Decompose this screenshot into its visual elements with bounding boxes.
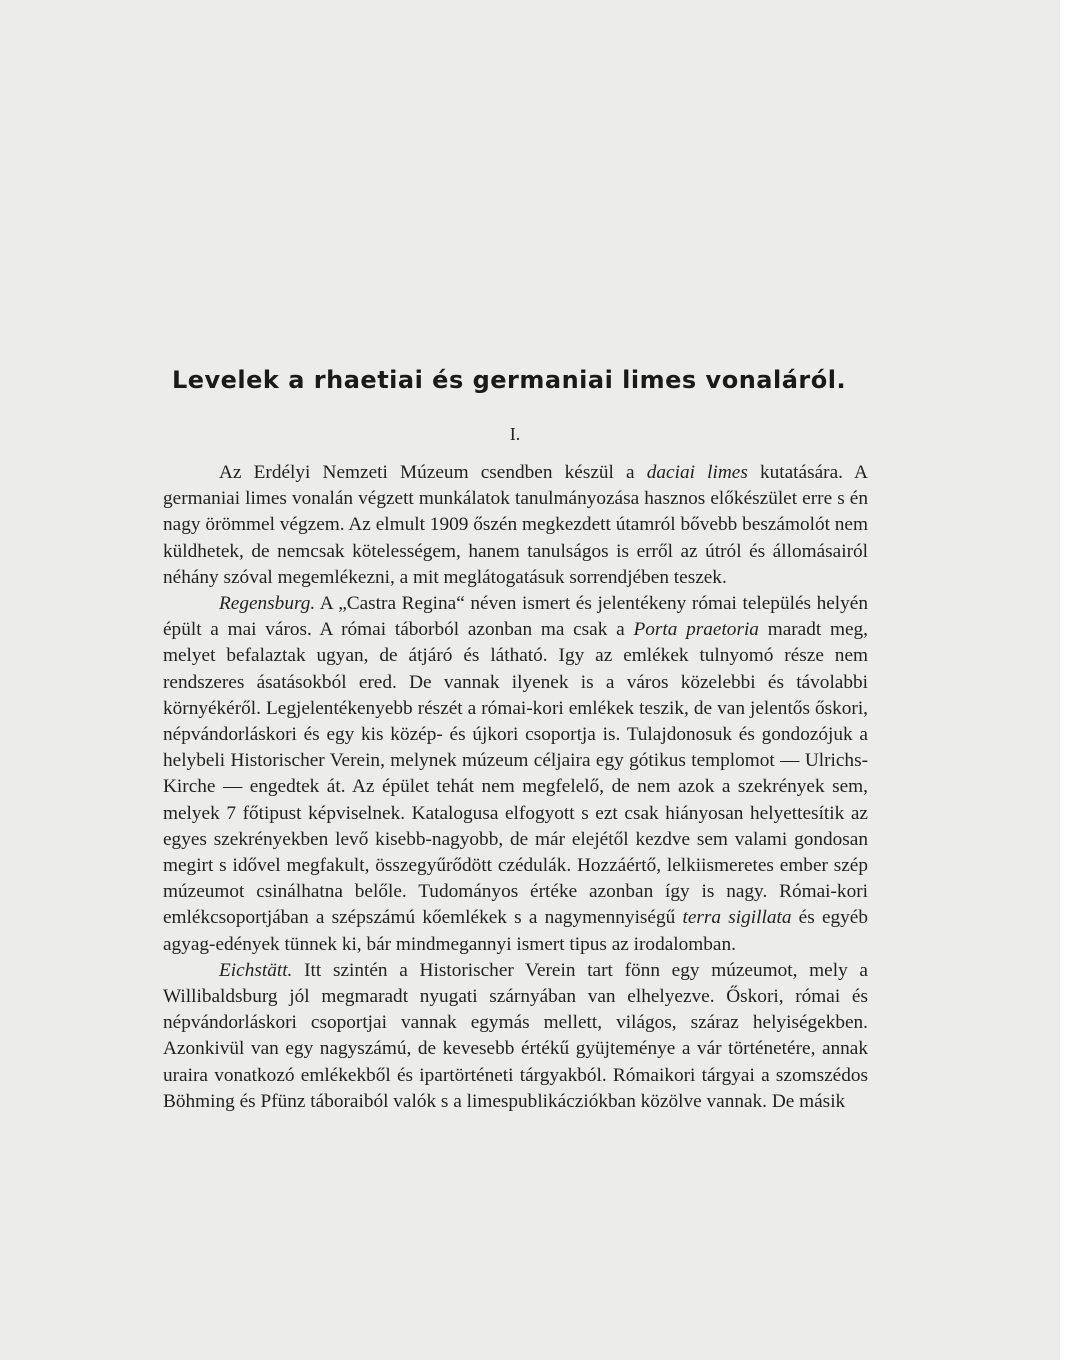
scan-margin-right (1060, 0, 1068, 1366)
italic-run: Regensburg. (219, 593, 316, 615)
body-text (163, 460, 868, 1115)
paragraph (163, 460, 868, 591)
italic-run: daciai limes (646, 462, 748, 483)
italic-run: Eichstätt. (219, 959, 293, 981)
text-run: kutatására. A germaniai limes vonalán végzett munkálatok tanulmányozása hasznos előkészület erre s én nagy örömmel végzem. Az elmult 1909 őszén megkezdett útamról bővebb beszámolót nem küldhetek, de nemcsak kötelességem, hanem tanulságos is erről az útról és állomásairól néhány szóval megemlékezni, a mit meglátogatásuk sorrendjében teszek. (163, 462, 868, 588)
text-run: Itt szintén a Historischer Verein tart fönn egy múzeumot, mely a Willibaldsburg jól megmaradt nyugati szárnyában van elhelyezve. Őskori, római és népvándorláskori csoportjai vannak egymás mellett, világos, száraz helyiségekben. Azonkivül van egy nagyszámú, de kevesebb értékű gyüjteménye a vár történetére, annak uraira vonatkozó emlékekből és ipartörténeti tárgyakból. Rómaikori tárgyai a szomszédos Böhming és Pfünz táboraiból valók s a limespublikácziókban közölve vannak. De másik (163, 959, 868, 1112)
text-run: és egyéb agyag-edények tünnek ki, bár mindmegannyi ismert tipus az irodalomban. (163, 907, 868, 955)
text-run: maradt meg, melyet befalaztak ugyan, de átjáró és látható. Igy az emlékek tulnyomó része nem rendszeres ásatásokból ered. De vannak ilyenek is a város közelebbi és távolabbi környékéről. Legjelentékenyebb részét a római-kori emlékek teszik, de van jelentős őskori, népvándorláskori és egy kis közép- és újkori csoportja is. Tulajdonosuk és gondozójuk a helybeli Historischer Verein, melynek múzeum céljaira egy gótikus templomot — Ulrichs-Kirche — engedtek át. Az épület tehát nem megfelelő, de nem azok a szekrények sem, melyek 7 főtipust képviselnek. Katalogusa elfogyott s ezt csak hiányosan helyettesítik az egyes szekrényekben levő kisebb-nagyobb, de már elejétől kezdve sem valami gondosan megirt s idővel megfakult, összegyűrődött czédulák. Hozzáértő, lelkiismeretes ember szép múzeumot csinálhatna belőle. Tudományos értéke azonban így is nagy. Római-kori emlékcsoportjában a szépszámú kőemlékek s a nagymennyiségű (163, 619, 868, 929)
section-numeral: I. (509, 424, 521, 444)
paragraph (163, 958, 868, 1115)
text-run: A „Castra Regina“ néven ismert és jelentékeny római település helyén épült a mai város. A római táborból azonban ma csak a (163, 593, 868, 641)
italic-run: terra sigillata (682, 907, 792, 929)
page-title: Levelek a rhaetiai és germaniai limes vonaláról. (171, 366, 847, 394)
paragraph (163, 591, 868, 958)
italic-run: Porta praetoria (633, 619, 759, 641)
text-run: Az Erdélyi Nemzeti Múzeum csendben készül a (219, 462, 647, 483)
scan-margin-bottom (0, 1360, 1068, 1366)
